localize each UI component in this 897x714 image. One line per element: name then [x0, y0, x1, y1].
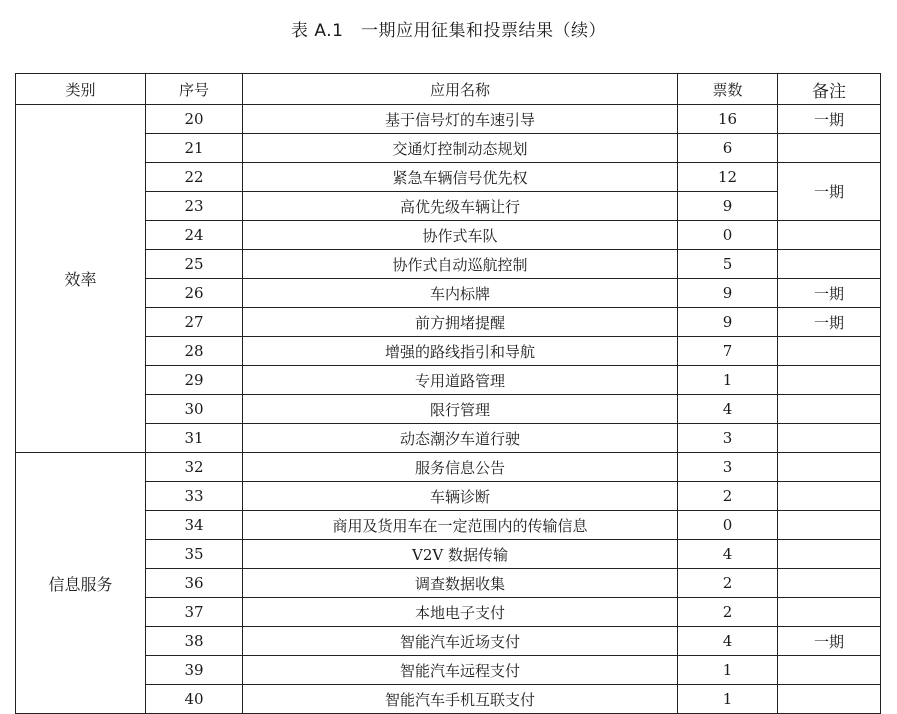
remark-cell: [778, 134, 881, 163]
votes-cell: 4: [678, 627, 778, 656]
table-row: [16, 105, 881, 134]
remark-cell: [778, 598, 881, 627]
app-name-cell: 限行管理: [243, 395, 678, 424]
app-name-cell: 专用道路管理: [243, 366, 678, 395]
votes-cell: 4: [678, 540, 778, 569]
table-row: [16, 511, 881, 540]
remark-cell: [778, 250, 881, 279]
category-cell: 效率: [16, 105, 146, 453]
remark-cell: [778, 221, 881, 250]
seq-cell: 37: [146, 598, 243, 627]
seq-cell: 27: [146, 308, 243, 337]
votes-cell: 5: [678, 250, 778, 279]
votes-cell: 2: [678, 598, 778, 627]
remark-cell: [778, 511, 881, 540]
table-row: [16, 192, 881, 221]
votes-cell: 0: [678, 221, 778, 250]
votes-cell: 3: [678, 424, 778, 453]
seq-cell: 24: [146, 221, 243, 250]
seq-cell: 21: [146, 134, 243, 163]
app-name-cell: 服务信息公告: [243, 453, 678, 482]
votes-cell: 0: [678, 511, 778, 540]
votes-cell: 9: [678, 192, 778, 221]
votes-cell: 2: [678, 482, 778, 511]
table-row: [16, 279, 881, 308]
remark-cell: 一期: [778, 105, 881, 134]
seq-cell: 32: [146, 453, 243, 482]
app-name-cell: 协作式车队: [243, 221, 678, 250]
remark-cell: [778, 337, 881, 366]
votes-cell: 1: [678, 656, 778, 685]
app-name-cell: 紧急车辆信号优先权: [243, 163, 678, 192]
remark-cell: [778, 685, 881, 714]
app-name-cell: 高优先级车辆让行: [243, 192, 678, 221]
remark-cell: [778, 453, 881, 482]
remark-cell: [778, 569, 881, 598]
table-row: [16, 163, 881, 192]
app-name-cell: 智能汽车近场支付: [243, 627, 678, 656]
remark-cell: [778, 656, 881, 685]
seq-cell: 28: [146, 337, 243, 366]
header-name: 应用名称: [243, 74, 678, 105]
seq-cell: 23: [146, 192, 243, 221]
table-row: [16, 540, 881, 569]
remark-cell: 一期: [778, 308, 881, 337]
votes-cell: 12: [678, 163, 778, 192]
app-name-cell: 车辆诊断: [243, 482, 678, 511]
remark-cell: 一期: [778, 627, 881, 656]
table-row: [16, 656, 881, 685]
app-name-cell: 本地电子支付: [243, 598, 678, 627]
remark-cell: 一期: [778, 163, 881, 221]
remark-cell: [778, 395, 881, 424]
app-name-cell: 调查数据收集: [243, 569, 678, 598]
table-row: [16, 453, 881, 482]
votes-cell: 16: [678, 105, 778, 134]
remark-cell: [778, 366, 881, 395]
table-row: [16, 598, 881, 627]
table-body: [16, 105, 881, 714]
votes-cell: 1: [678, 366, 778, 395]
app-name-cell: 智能汽车手机互联支付: [243, 685, 678, 714]
header-seq: 序号: [146, 74, 243, 105]
category-cell: 信息服务: [16, 453, 146, 714]
remark-cell: 一期: [778, 279, 881, 308]
app-name-cell: 动态潮汐车道行驶: [243, 424, 678, 453]
header-remark: 备注: [778, 74, 881, 105]
seq-cell: 35: [146, 540, 243, 569]
seq-cell: 38: [146, 627, 243, 656]
header-votes: 票数: [678, 74, 778, 105]
votes-cell: 2: [678, 569, 778, 598]
header-category: 类别: [16, 74, 146, 105]
table-row: [16, 569, 881, 598]
table-row: [16, 627, 881, 656]
app-name-cell: 协作式自动巡航控制: [243, 250, 678, 279]
app-name-cell: 前方拥堵提醒: [243, 308, 678, 337]
table-row: [16, 482, 881, 511]
votes-cell: 9: [678, 279, 778, 308]
table-row: [16, 366, 881, 395]
table-row: [16, 308, 881, 337]
seq-cell: 34: [146, 511, 243, 540]
app-name-cell: 交通灯控制动态规划: [243, 134, 678, 163]
seq-cell: 36: [146, 569, 243, 598]
app-name-cell: 增强的路线指引和导航: [243, 337, 678, 366]
seq-cell: 22: [146, 163, 243, 192]
seq-cell: 26: [146, 279, 243, 308]
table-row: [16, 424, 881, 453]
seq-cell: 20: [146, 105, 243, 134]
header-row: [16, 74, 881, 105]
votes-cell: 3: [678, 453, 778, 482]
remark-cell: [778, 424, 881, 453]
votes-cell: 6: [678, 134, 778, 163]
seq-cell: 31: [146, 424, 243, 453]
table-row: [16, 221, 881, 250]
seq-cell: 25: [146, 250, 243, 279]
app-name-cell: 车内标牌: [243, 279, 678, 308]
remark-cell: [778, 540, 881, 569]
table-row: [16, 685, 881, 714]
table-row: [16, 337, 881, 366]
table-row: [16, 134, 881, 163]
results-table: [15, 73, 881, 714]
votes-cell: 9: [678, 308, 778, 337]
app-name-cell: 商用及货用车在一定范围内的传输信息: [243, 511, 678, 540]
seq-cell: 29: [146, 366, 243, 395]
table-title: 表 A.1 一期应用征集和投票结果（续）: [291, 21, 606, 41]
app-name-cell: 智能汽车远程支付: [243, 656, 678, 685]
table-row: [16, 250, 881, 279]
app-name-cell: V2V 数据传输: [243, 540, 678, 569]
remark-cell: [778, 482, 881, 511]
votes-cell: 7: [678, 337, 778, 366]
app-name-cell: 基于信号灯的车速引导: [243, 105, 678, 134]
votes-cell: 1: [678, 685, 778, 714]
seq-cell: 30: [146, 395, 243, 424]
table-row: [16, 395, 881, 424]
seq-cell: 40: [146, 685, 243, 714]
seq-cell: 39: [146, 656, 243, 685]
seq-cell: 33: [146, 482, 243, 511]
votes-cell: 4: [678, 395, 778, 424]
